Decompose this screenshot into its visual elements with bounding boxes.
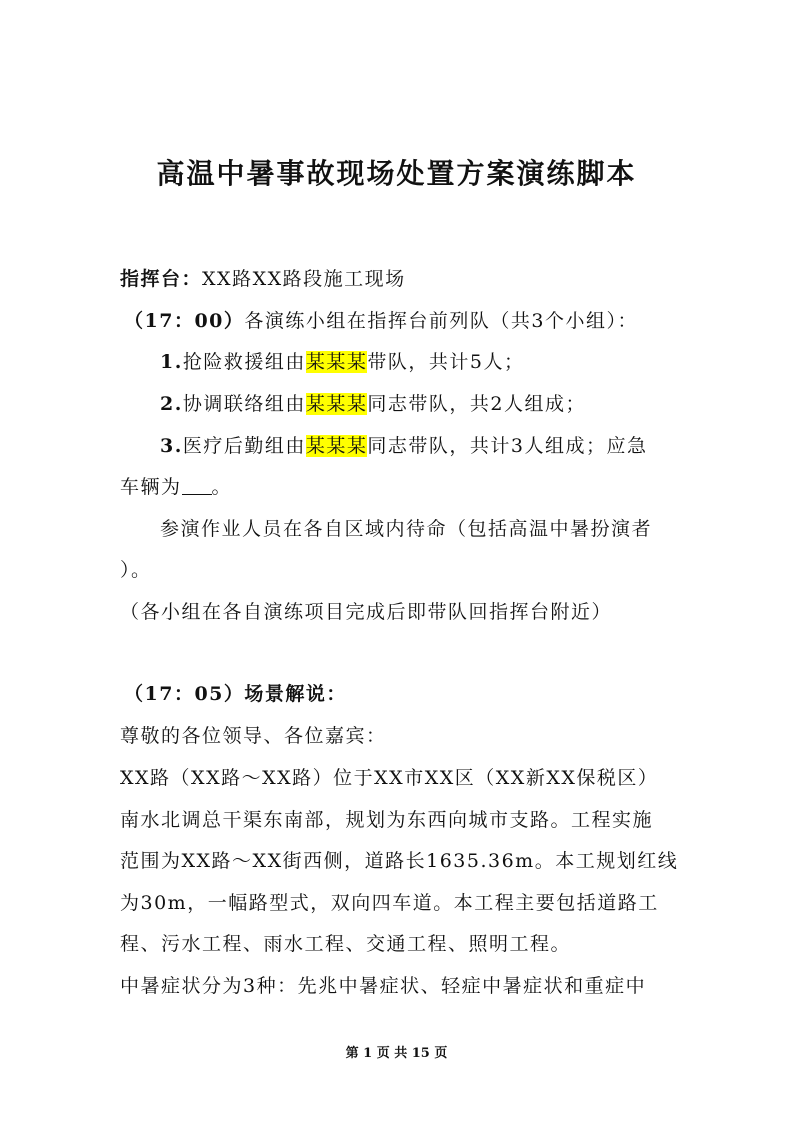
team-item-3 <box>160 431 647 458</box>
section1-intro: 各演练小组在指挥台前列队（共3个小组）： <box>244 310 638 332</box>
team-item-text: 抢险救援组由 <box>182 351 306 373</box>
section1-time: （17：00） <box>124 310 245 332</box>
team-item-1 <box>160 347 524 374</box>
vehicle-label: 车辆为 <box>120 476 182 498</box>
team-leader-name: 某某某 <box>305 435 368 457</box>
paragraph-line: 南水北调总干渠东南部，规划为东西向城市支路。工程实施 <box>120 809 654 831</box>
team-item-text: 医疗后勤组由 <box>182 435 306 457</box>
actors-line-2: ）。 <box>120 559 152 581</box>
section2-heading: （17：05）场景解说： <box>124 683 347 705</box>
team-item-number: 3. <box>160 435 183 457</box>
command-post-line <box>120 264 406 291</box>
team-item-text: 同志带队，共计3人组成；应急 <box>367 435 648 457</box>
paragraph-line: 范围为XX路～XX街西侧，道路长1635.36m。本工规划红线 <box>120 850 679 872</box>
actors-line-1: 参演作业人员在各自区域内待命（包括高温中暑扮演者 <box>160 518 653 540</box>
team-item-text: 带队，共计5人； <box>367 351 525 373</box>
paragraph-line: 中暑症状分为3种：先兆中暑症状、轻症中暑症状和重症中 <box>120 975 647 997</box>
team-item-text: 协调联络组由 <box>182 393 306 415</box>
section1-note: （各小组在各自演练项目完成后即带队回指挥台附近） <box>120 601 613 623</box>
command-post-location: XX路XX路段施工现场 <box>202 268 406 290</box>
team-item-2 <box>160 389 586 416</box>
team-item-text: 同志带队，共2人组成； <box>367 393 586 415</box>
team-leader-name: 某某某 <box>305 351 368 373</box>
vehicle-line <box>120 472 232 499</box>
paragraph-line: 程、污水工程、雨水工程、交通工程、照明工程。 <box>120 933 572 955</box>
paragraph-line: 为30m，一幅路型式，双向四车道。本工程主要包括道路工 <box>120 892 659 914</box>
team-leader-name: 某某某 <box>305 393 368 415</box>
paragraph-line: XX路（XX路～XX路）位于XX市XX区（XX新XX保税区） <box>120 767 659 789</box>
paragraph-line: 尊敬的各位领导、各位嘉宾： <box>120 725 387 747</box>
document-title: 高温中暑事故现场处置方案演练脚本 <box>156 157 637 190</box>
section1-intro-line <box>124 306 638 333</box>
team-item-number: 1. <box>160 351 183 373</box>
vehicle-line-end: 。 <box>211 476 233 498</box>
page-footer: 第 1 页 共 15 页 <box>345 1046 448 1061</box>
command-post-label: 指挥台： <box>120 268 203 290</box>
fill-in-blank <box>182 476 212 495</box>
team-item-number: 2. <box>160 393 183 415</box>
